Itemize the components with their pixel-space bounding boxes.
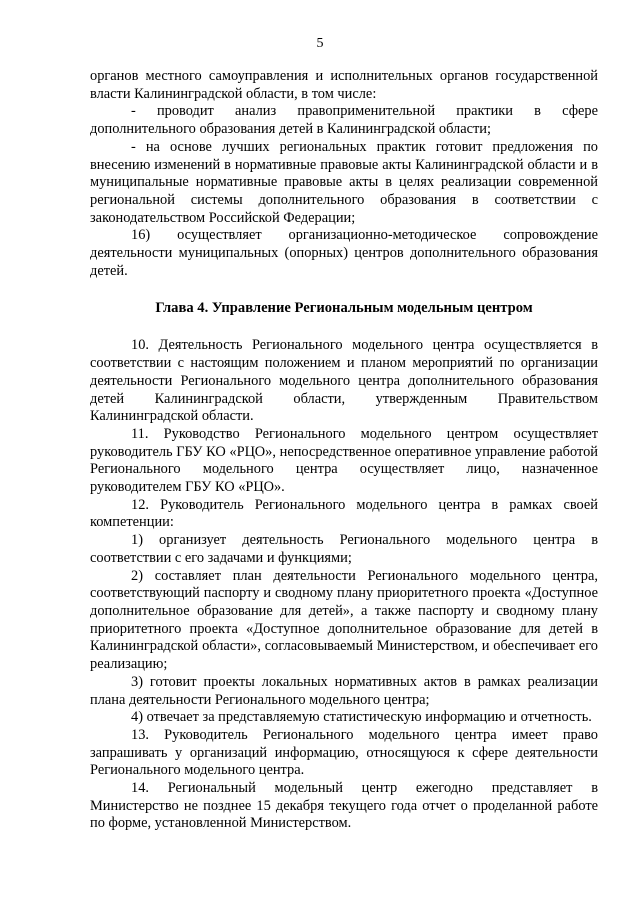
paragraph: 11. Руководство Регионального модельного центром осуществляет руководитель ГБУ КО «РЦО», непосредственное оперативное управление работой Регионального модельного центра осуществляет лицо, назначенное руководителем ГБУ КО «РЦО». xyxy=(90,425,598,496)
paragraph: органов местного самоуправления и исполнительных органов государственной власти Калининградской области, в том числе: xyxy=(90,68,598,102)
paragraph: 1) организует деятельность Регионального модельного центра в соответствии с его задачами и функциями; xyxy=(90,532,598,566)
paragraph: 4) отвечает за представляемую статистическую информацию и отчетность. xyxy=(131,709,592,726)
chapter-heading: Глава 4. Управление Региональным модельным центром xyxy=(155,300,533,317)
paragraph: 10. Деятельность Регионального модельного центра осуществляется в соответствии с настоящим положением и планом мероприятий по организации деятельности Регионального модельного центра дополнительного образования детей Калининградской области, утвержденным Правительством Калининградской области. xyxy=(90,337,598,425)
paragraph: 13. Руководитель Регионального модельного центра имеет право запрашивать у организаций информацию, относящуюся к сфере деятельности Регионального модельного центра. xyxy=(90,726,598,779)
document-body xyxy=(90,68,598,833)
paragraph: - проводит анализ правоприменительной практики в сфере дополнительного образования детей в Калининградской области; xyxy=(90,103,598,138)
paragraph: 16) осуществляет организационно-методическое сопровождение деятельности муниципальных (опорных) центров дополнительного образования детей. xyxy=(90,227,598,279)
paragraph: 12. Руководитель Регионального модельного центра в рамках своей компетенции: xyxy=(90,496,598,531)
paragraph: - на основе лучших региональных практик готовит предложения по внесению изменений в нормативные правовые акты Калининградской области и в муниципальные нормативные правовые акты в целях реализации современной региональной системы дополнительного образования в соответствии с законодательством Российской Федерации; xyxy=(90,138,598,226)
paragraph: 3) готовит проекты локальных нормативных актов в рамках реализации плана деятельности Регионального модельного центра; xyxy=(90,673,598,708)
paragraph: 14. Региональный модельный центр ежегодно представляет в Министерство не позднее 15 декабря текущего года отчет о проделанной работе по форме, установленной Министерством. xyxy=(90,780,598,832)
paragraph: 2) составляет план деятельности Регионального модельного центра, соответствующий паспорту и сводному плану приоритетного проекта «Доступное дополнительное образование для детей», а также паспорту и сводному плану приоритетного проекта «Доступное дополнительное образование для детей в Калининградской области», согласовываемый Министерством, и обеспечивает его реализацию; xyxy=(90,567,598,673)
page-number: 5 xyxy=(316,36,324,51)
